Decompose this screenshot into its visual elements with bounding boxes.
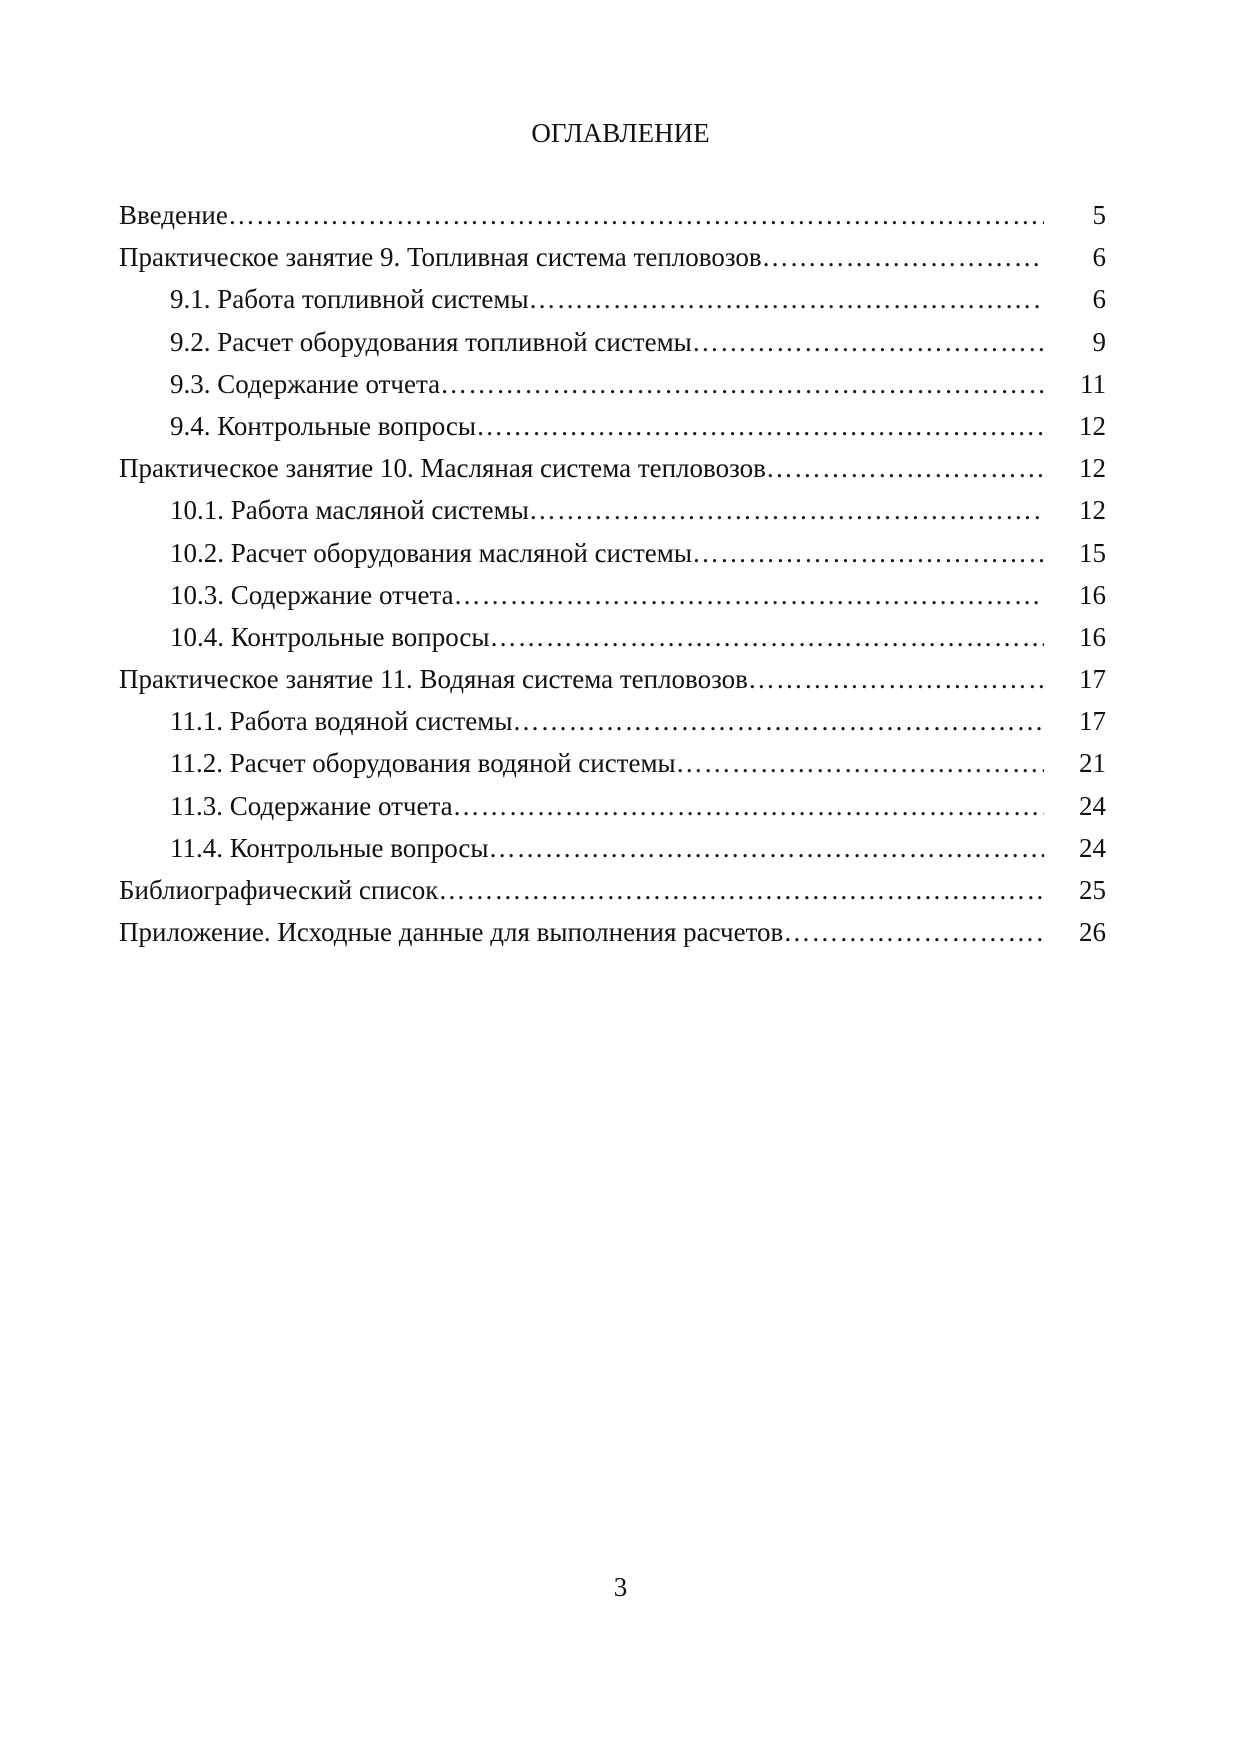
dot-leader [489, 833, 1044, 864]
toc-entry[interactable] [119, 664, 1106, 706]
dot-leader [490, 622, 1044, 653]
toc-entry[interactable] [119, 833, 1106, 875]
toc-entry-page: 25 [1079, 875, 1106, 905]
dot-leader [453, 791, 1044, 822]
toc-entry-label: 10.4. Контрольные вопросы [170, 621, 490, 652]
toc-entry-label: 10.2. Расчет оборудования масляной системы [170, 537, 693, 568]
toc-entry-page: 24 [1079, 832, 1106, 863]
toc-entry-page: 17 [1079, 664, 1106, 695]
toc-entry-page: 12 [1079, 453, 1106, 484]
toc-entry-label: Приложение. Исходные данные для выполнения расчетов [119, 917, 784, 948]
toc-entry-label: 11.4. Контрольные вопросы [170, 832, 489, 863]
dot-leader [692, 327, 1044, 358]
dot-leader [748, 664, 1044, 695]
toc-entry-page: 15 [1079, 537, 1106, 568]
toc-entry-page: 6 [1092, 284, 1106, 315]
toc-entry-label: 11.2. Расчет оборудования водяной системы [170, 748, 676, 779]
toc-entry-page: 16 [1079, 621, 1106, 652]
toc-entry-label: 9.3. Содержание отчета [170, 368, 441, 399]
toc-entry[interactable] [119, 917, 1106, 959]
table-of-contents [119, 200, 1106, 959]
toc-entry-page: 24 [1079, 790, 1106, 821]
toc-entry-page: 26 [1079, 917, 1106, 948]
toc-entry-page: 9 [1092, 326, 1106, 357]
toc-entry[interactable] [119, 369, 1106, 411]
toc-entry[interactable] [119, 284, 1106, 326]
dot-leader [676, 748, 1044, 779]
dot-leader [513, 706, 1044, 737]
dot-leader [692, 538, 1044, 569]
dot-leader [440, 369, 1044, 400]
toc-entry-page: 11 [1080, 368, 1106, 399]
toc-entry-page: 6 [1092, 242, 1106, 273]
toc-entry-page: 12 [1079, 410, 1106, 441]
toc-entry[interactable] [119, 875, 1106, 917]
toc-entry-label: Практическое занятие 11. Водяная система тепловозов [119, 664, 748, 695]
dot-leader [454, 580, 1044, 611]
toc-entry-label: 9.2. Расчет оборудования топливной системы [170, 326, 692, 357]
toc-entry[interactable] [119, 706, 1106, 748]
toc-entry-label: Библиографический список [119, 875, 439, 905]
toc-entry-page: 21 [1079, 748, 1106, 779]
toc-entry[interactable] [119, 327, 1106, 369]
toc-entry[interactable] [119, 411, 1106, 453]
toc-entry[interactable] [119, 622, 1106, 664]
page-number: 3 [613, 1572, 628, 1602]
dot-leader [228, 200, 1044, 231]
toc-entry[interactable] [119, 453, 1106, 495]
toc-entry[interactable] [119, 538, 1106, 580]
toc-entry-page: 16 [1079, 579, 1106, 610]
toc-entry[interactable] [119, 200, 1106, 242]
toc-entry[interactable] [119, 580, 1106, 622]
toc-title: ОГЛАВЛЕНИЕ [531, 118, 710, 148]
toc-entry-page: 12 [1079, 495, 1106, 526]
toc-entry-label: 10.1. Работа масляной системы [170, 495, 529, 526]
toc-entry[interactable] [119, 242, 1106, 284]
dot-leader [766, 453, 1044, 484]
dot-leader [438, 875, 1044, 906]
toc-entry-label: 9.4. Контрольные вопросы [170, 410, 477, 441]
toc-entry-label: 9.1. Работа топливной системы [170, 284, 529, 315]
toc-entry-label: 11.1. Работа водяной системы [170, 706, 513, 737]
toc-entry-label: Введение [119, 200, 228, 230]
dot-leader [529, 284, 1044, 315]
toc-entry-page: 5 [1092, 200, 1106, 230]
toc-entry[interactable] [119, 748, 1106, 790]
dot-leader [529, 495, 1044, 526]
dot-leader [783, 917, 1044, 948]
dot-leader [762, 242, 1044, 273]
toc-entry[interactable] [119, 495, 1106, 537]
toc-entry-label: 10.3. Содержание отчета [170, 579, 454, 610]
toc-entry-label: 11.3. Содержание отчета [170, 790, 453, 821]
toc-entry-page: 17 [1079, 706, 1106, 737]
dot-leader [476, 411, 1044, 442]
toc-entry-label: Практическое занятие 9. Топливная система тепловозов [119, 242, 762, 273]
toc-entry[interactable] [119, 791, 1106, 833]
toc-entry-label: Практическое занятие 10. Масляная система тепловозов [119, 453, 766, 484]
